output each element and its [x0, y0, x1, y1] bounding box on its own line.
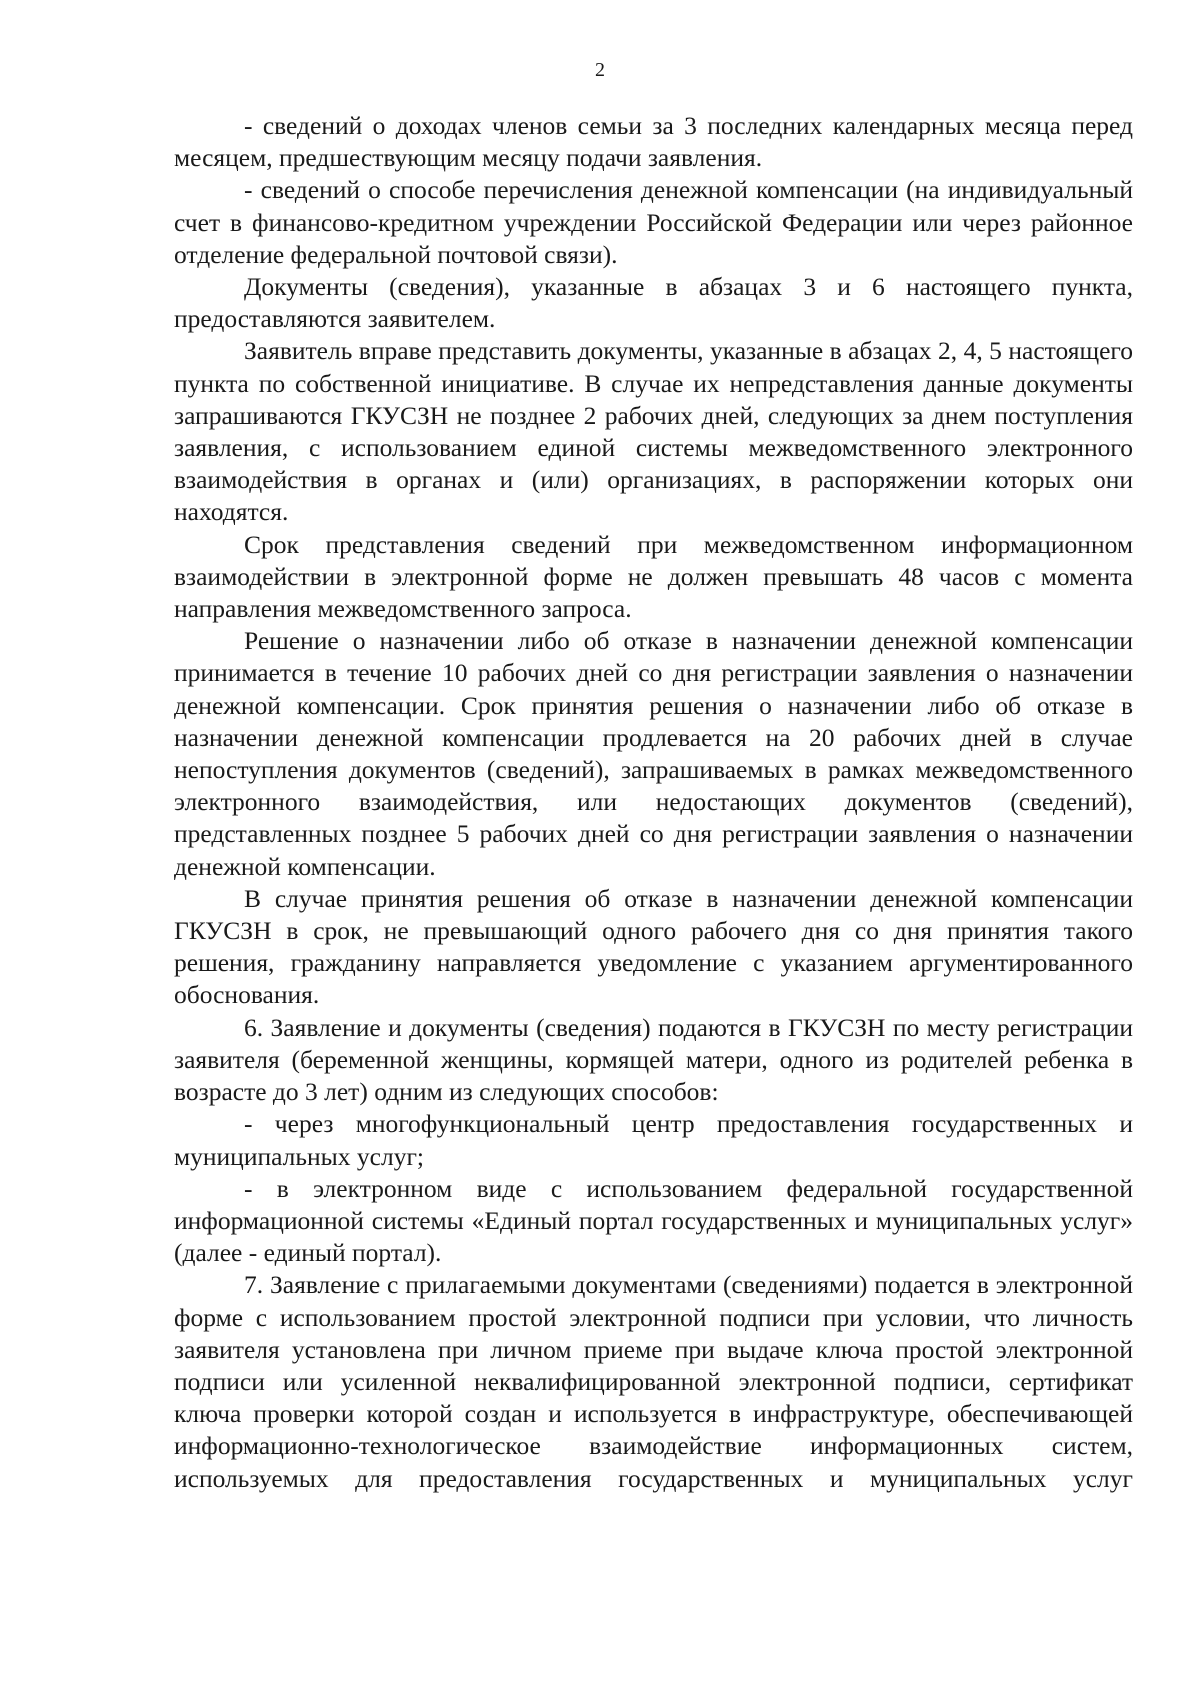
paragraph-applicant-right: Заявитель вправе представить документы, указанные в абзацах 2, 4, 5 настоящего пункта по собственной инициативе. В случае их непредставления данные документы запрашиваются ГКУСЗН не позднее 2 рабочих дней, следующих за днем поступления заявления, с использованием единой системы межведомственного электронного взаимодействия в органах и (или) организациях, в распоряжении которых они находятся. [174, 336, 1133, 527]
paragraph-payment-method: - сведений о способе перечисления денежной компенсации (на индивидуальный счет в финансово-кредитном учреждении Российской Федерации или через районное отделение федеральной почтовой связи). [174, 175, 1133, 269]
document-body [174, 110, 1133, 1495]
paragraph-item-6: 6. Заявление и документы (сведения) подаются в ГКУСЗН по месту регистрации заявителя (беременной женщины, кормящей матери, одного из родителей ребенка в возрасте до 3 лет) одним из следующих способов: [174, 1012, 1133, 1107]
paragraph-documents-provided: Документы (сведения), указанные в абзацах 3 и 6 настоящего пункта, предоставляются заявителем. [174, 272, 1133, 334]
page-number: 2 [595, 59, 605, 81]
paragraph-income-info: - сведений о доходах членов семьи за 3 последних календарных месяца перед месяцем, предшествующим месяцу подачи заявления. [174, 111, 1133, 173]
paragraph-decision-term: Решение о назначении либо об отказе в назначении денежной компенсации принимается в течение 10 рабочих дней со дня регистрации заявления о назначении денежной компенсации. Срок принятия решения о назначении либо об отказе в назначении денежной компенсации продлевается на 20 рабочих дней в случае непоступления документов (сведений), запрашиваемых в рамках межведомственного электронного взаимодействия, или недостающих документов (сведений), представленных позднее 5 рабочих дней со дня регистрации заявления о назначении денежной компенсации. [174, 626, 1133, 881]
paragraph-refusal-notice: В случае принятия решения об отказе в назначении денежной компенсации ГКУСЗН в срок, не превышающий одного рабочего дня со дня принятия такого решения, гражданину направляется уведомление с указанием аргументированного обоснования. [174, 883, 1133, 1010]
paragraph-mfc: - через многофункциональный центр предоставления государственных и муниципальных услуг; [174, 1109, 1133, 1171]
paragraph-item-7: 7. Заявление с прилагаемыми документами (сведениями) подается в электронной форме с использованием простой электронной подписи при условии, что личность заявителя установлена при личном приеме при выдаче ключа простой электронной подписи или усиленной неквалифицированной электронной подписи, сертификат ключа проверки которой создан и используется в инфраструктуре, обеспечивающей информационно-технологическое взаимодействие информационных систем, используемых для предоставления государственных и муниципальных услуг [174, 1270, 1133, 1493]
paragraph-request-term: Срок представления сведений при межведомственном информационном взаимодействии в электронной форме не должен превышать 48 часов с момента направления межведомственного запроса. [174, 529, 1133, 624]
paragraph-portal: - в электронном виде с использованием федеральной государственной информационной системы «Единый портал государственных и муниципальных услуг» (далее - единый портал). [174, 1173, 1133, 1268]
